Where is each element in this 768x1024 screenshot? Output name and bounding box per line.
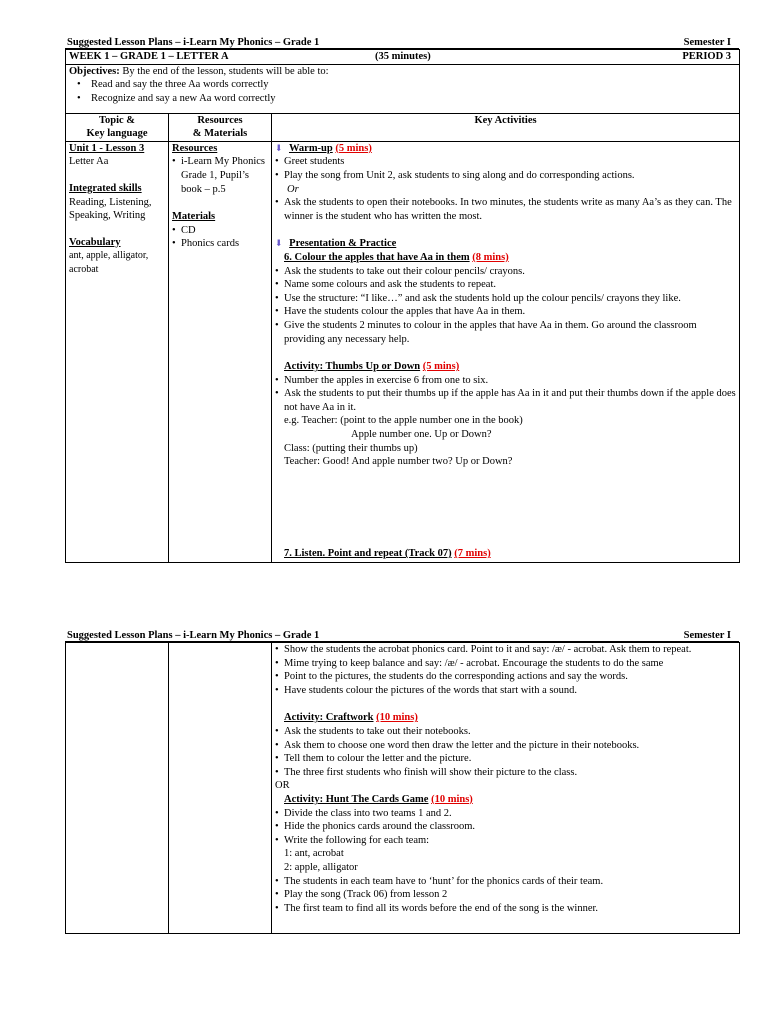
activity7-time: (7 mins) [454,548,491,560]
hunt-item: • Play the song (Track 06) from lesson 2 [275,888,736,902]
resources-list [172,155,268,196]
warmup-label: Warm-up [288,142,333,154]
objective-item: • Read and say the three Aa words correctly [77,78,736,92]
thumbs-time: (5 mins) [422,361,460,373]
lesson-table-continued [65,642,740,934]
hunt-item: • Divide the class into two teams 1 and 2. [275,807,736,821]
resources-cell [169,141,272,562]
material-item: • CD [172,224,268,238]
objectives-list [69,78,736,105]
activities-header: Key Activities [272,113,740,141]
hunt-list [275,807,736,848]
dialog-line: e.g. Teacher: (point to the apple number one in the book) [284,415,523,427]
unit-label: Unit 1 - Lesson 3 [69,142,145,154]
letter-label: Letter Aa [69,156,109,168]
hunt-title: Activity: Hunt The Cards Game [284,793,429,805]
warmup-item: • Ask the students to open their notebooks. In two minutes, the students write as many Aa’s as they can. The winner is the student who has written the most. [275,196,736,223]
objectives-label: Objectives: [69,65,120,77]
period-label: PERIOD 3 [682,51,732,62]
header-semester: Semester I [683,630,731,641]
acrobat-list [275,643,736,697]
topic-header-line2: Key language [86,128,148,140]
arrow-bullet-icon: ⬇ [275,142,283,153]
material-item: • Phonics cards [172,237,268,251]
activity6-time: (8 mins) [472,251,509,263]
resources-header [169,113,272,141]
craftwork-item: • Ask them to choose one word then draw the letter and the picture in their notebooks. [275,739,736,753]
or-label: Or [287,183,299,195]
activities-cell [272,141,740,562]
craftwork-item: • The three first students who finish will show their picture to the class. [275,766,736,780]
thumbs-title: Activity: Thumbs Up or Down [284,361,421,373]
topic-cell [66,141,169,562]
week-row [66,50,740,65]
week-label: WEEK 1 – GRADE 1 – LETTER A [69,51,229,62]
lesson-table [65,49,740,563]
warmup-time: (5 mins) [335,142,372,154]
page-header [65,36,739,49]
content-row [66,643,740,934]
dialog-line: Apple number one. Up or Down? [351,429,492,441]
warmup-list-2 [275,196,736,223]
materials-list [172,224,268,251]
topic-cell [66,643,169,934]
warmup-item: • Play the song from Unit 2, ask students to sing along and do corresponding actions. [275,169,736,183]
resources-cell [169,643,272,934]
activity7-title: 7. Listen. Point and repeat (Track 07) [284,548,452,560]
topic-header [66,113,169,141]
lesson-plan-page-1 [65,36,739,563]
objectives-row [66,64,740,113]
craftwork-item: • Ask the students to take out their notebooks. [275,725,736,739]
vocab-text: ant, apple, alligator, acrobat [69,250,149,275]
or-label: OR [275,780,290,792]
activity6-title: 6. Colour the apples that have Aa in them [284,251,470,263]
header-title: Suggested Lesson Plans – i-Learn My Phonics – Grade 1 [67,630,320,641]
warmup-item: • Greet students [275,155,736,169]
hunt-item: • The students in each team have to ‘hunt’ for the phonics cards of their team. [275,875,736,889]
activity6-item: • Have the students colour the apples that have Aa in them. [275,305,736,319]
arrow-bullet-icon: ⬇ [275,238,283,249]
page-header [65,629,739,642]
team-line: 1: ant, acrobat [284,848,344,860]
topic-header-line1: Topic & [98,114,136,126]
header-title: Suggested Lesson Plans – i-Learn My Phonics – Grade 1 [67,37,320,48]
hunt-item: • Hide the phonics cards around the classroom. [275,820,736,834]
skills-text: Reading, Listening, Speaking, Writing [69,196,152,222]
team-line: 2: apple, alligator [284,861,358,873]
resources-header-line1: Resources [197,114,243,126]
objective-item: • Recognize and say a new Aa word correctly [77,92,736,106]
content-row [66,141,740,562]
activity6-item: • Give the students 2 minutes to colour in the apples that have Aa in them. Go around the classroom providing any necessary help. [275,319,736,346]
presentation-label: Presentation & Practice [289,238,397,250]
hunt-item: • The first team to find all its words before the end of the song is the winner. [275,902,736,916]
acrobat-item: • Have students colour the pictures of the words that start with a sound. [275,684,736,698]
craftwork-list [275,725,736,779]
resources-label: Resources [172,142,218,154]
dialog-line: Class: (putting their thumbs up) [284,442,418,454]
vocab-label: Vocabulary [69,236,121,248]
acrobat-item: • Mime trying to keep balance and say: /æ/ - acrobat. Encourage the students to do the same [275,657,736,671]
skills-label: Integrated skills [69,182,142,194]
acrobat-item: • Point to the pictures, the students do the corresponding actions and say the words. [275,670,736,684]
hunt-item: • Write the following for each team: [275,834,736,848]
thumbs-list [275,374,736,415]
acrobat-item: • Show the students the acrobat phonics card. Point to it and say: /æ/ - acrobat. Ask them to repeat. [275,643,736,657]
craftwork-title: Activity: Craftwork [284,712,374,724]
activity6-list [275,265,736,347]
lesson-plan-page-2 [65,629,739,934]
activities-cell [272,643,740,934]
warmup-list [275,155,736,182]
activity6-item: • Use the structure: “I like…” and ask the students hold up the colour pencils/ crayons they like. [275,292,736,306]
hunt-list-2 [275,875,736,916]
thumbs-item: • Ask the students to put their thumbs up if the apple has Aa in it and put their thumbs down if the apple does not have Aa in it. [275,387,736,414]
hunt-time: (10 mins) [431,793,473,805]
activity6-item: • Ask the students to take out their colour pencils/ crayons. [275,265,736,279]
craftwork-time: (10 mins) [376,712,418,724]
resources-header-line2: & Materials [192,128,248,140]
column-header-row [66,113,740,141]
thumbs-item: • Number the apples in exercise 6 from one to six. [275,374,736,388]
objectives-intro: By the end of the lesson, students will be able to: [119,65,329,77]
craftwork-item: • Tell them to colour the letter and the picture. [275,752,736,766]
duration-label: (35 minutes) [375,51,431,62]
dialog-line: Teacher: Good! And apple number two? Up or Down? [284,456,513,468]
resource-item: • i-Learn My Phonics Grade 1, Pupil’s book – p.5 [172,155,268,196]
materials-label: Materials [172,211,216,223]
activity6-item: • Name some colours and ask the students to repeat. [275,278,736,292]
header-semester: Semester I [683,37,731,48]
